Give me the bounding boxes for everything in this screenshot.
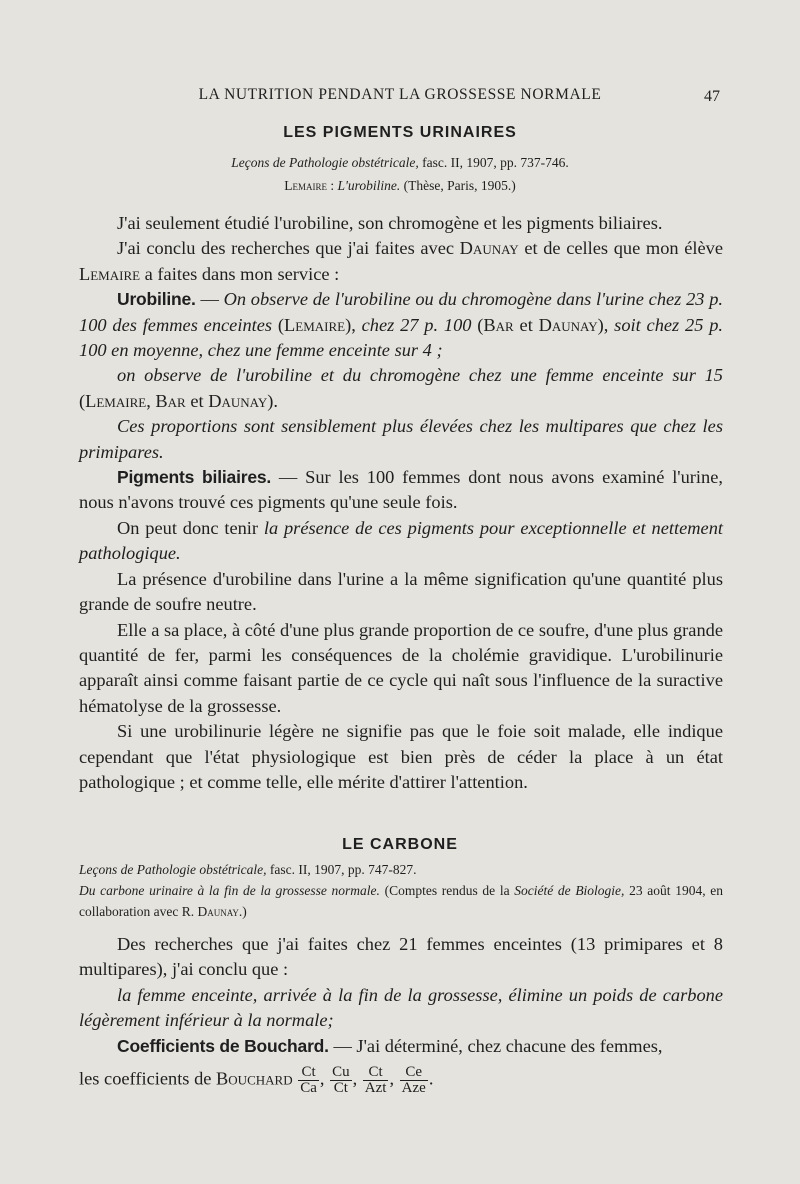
text: ), bbox=[345, 314, 362, 335]
italic-text: on observe de l'urobiline et du chromogène chez une femme enceinte sur 15 bbox=[117, 365, 723, 386]
paragraph: Ces proportions sont sensiblement plus élevées chez les multipares que chez les primipares. bbox=[79, 416, 723, 462]
fraction-denominator: Ca bbox=[300, 1080, 317, 1097]
author-name: Daunay bbox=[538, 314, 598, 335]
paragraph-urobiline bbox=[79, 287, 723, 363]
reference-journal: Société de Biologie, bbox=[514, 883, 625, 898]
fraction-numerator: Ct bbox=[363, 1065, 389, 1081]
reference-details: fasc. II, 1907, pp. 747-827. bbox=[266, 862, 417, 877]
author-name: Lemaire bbox=[284, 314, 346, 335]
reference-details: .) bbox=[238, 904, 247, 919]
author-name: Lemaire bbox=[85, 390, 147, 411]
reference-author: Lemaire bbox=[284, 178, 327, 193]
reference-title: Leçons de Pathologie obstétricale, bbox=[231, 155, 419, 170]
section-title-carbone: LE CARBONE bbox=[342, 836, 458, 853]
reference-title: Du carbone urinaire à la fin de la grossesse normale. bbox=[79, 883, 380, 898]
paragraph bbox=[79, 236, 723, 287]
italic-text: soit chez 25 p. 100 en moyenne, chez une femme enceinte sur 4 ; bbox=[79, 314, 724, 361]
author-name: Bar bbox=[155, 390, 186, 411]
fraction-ct-azt bbox=[363, 1065, 389, 1096]
reference-title: Leçons de Pathologie obstétricale, bbox=[79, 862, 267, 877]
paragraph-pigments-biliaires bbox=[79, 465, 723, 516]
text: et bbox=[513, 314, 539, 335]
paragraph-formula: les coefficients de Bouchard $\frac{Ct}{Ca}$ , $\frac{Cu}{Ct}$ , $\frac{Ct}{\text{Azt}}$ , $\frac{Ce}{\text{Aze}}$ . bbox=[79, 1064, 434, 1097]
fraction-denominator: Azt bbox=[364, 1080, 387, 1097]
fraction-ce-aze bbox=[400, 1065, 428, 1096]
section1-body bbox=[79, 211, 723, 795]
fraction-cu-ct bbox=[330, 1065, 352, 1096]
text: — bbox=[195, 289, 224, 310]
text: et de celles que mon élève bbox=[518, 238, 723, 259]
page-number: 47 bbox=[704, 88, 720, 105]
paragraph-lead: Urobiline. bbox=[117, 289, 196, 310]
text: — J'ai déterminé, chez chacune des femmes, bbox=[328, 1035, 663, 1056]
text: ( bbox=[79, 390, 86, 411]
section-title-pigments: LES PIGMENTS URINAIRES bbox=[283, 124, 517, 141]
author-name: Daunay bbox=[208, 390, 268, 411]
author-name: Lemaire bbox=[79, 263, 141, 284]
reference-details: 23 août 1904, en collaboration avec R. bbox=[79, 883, 723, 919]
reference-title: L'urobiline. bbox=[337, 178, 401, 193]
reference-lecons-1 bbox=[0, 155, 800, 171]
paragraph bbox=[79, 516, 723, 567]
reference-details: (Comptes rendus de la bbox=[379, 883, 515, 898]
running-head: LA NUTRITION PENDANT LA GROSSESSE NORMALE bbox=[198, 86, 602, 103]
text: ), bbox=[597, 314, 615, 335]
paragraph: Elle a sa place, à côté d'une plus grande proportion de ce soufre, d'une plus grande quantité de fer, parmi les conséquences de la cholémie gravidique. L'urobilinurie apparaît ainsi comme faisant partie de ce cycle qui naît sous l'influence de la suractive hématolyse de la grossesse. bbox=[79, 619, 723, 716]
author-name: Daunay bbox=[459, 238, 519, 259]
author-name: Bar bbox=[483, 314, 514, 335]
reference-details: fasc. II, 1907, pp. 737-746. bbox=[418, 155, 569, 170]
fraction-ct-ca bbox=[298, 1065, 319, 1096]
italic-text: la présence de ces pigments pour exceptionnelle et nettement pathologique. bbox=[79, 517, 723, 564]
text: J'ai conclu des recherches que j'ai faites avec bbox=[117, 238, 460, 259]
reference-lecons-2 bbox=[79, 859, 723, 880]
paragraph: J'ai seulement étudié l'urobiline, son chromogène et les pigments biliaires. bbox=[117, 213, 663, 233]
fraction-denominator: Aze bbox=[401, 1080, 426, 1097]
text: , bbox=[146, 390, 156, 411]
paragraph: la femme enceinte, arrivée à la fin de la grossesse, élimine un poids de carbone légèrement inférieur à la normale; bbox=[79, 984, 723, 1031]
text: — Sur les 100 femmes dont nous avons examiné l'urine, nous n'avons trouvé ces pigments qu'une seule fois. bbox=[79, 467, 723, 513]
paragraph-coefficients bbox=[79, 1034, 723, 1059]
text: ( bbox=[272, 314, 285, 335]
text: ). bbox=[267, 390, 278, 411]
text: ( bbox=[471, 314, 484, 335]
italic-text: chez 27 p. 100 bbox=[361, 314, 472, 335]
paragraph: La présence d'urobiline dans l'urine a la même signification qu'une quantité plus grande de soufre neutre. bbox=[79, 568, 723, 615]
reference-lemaire bbox=[0, 178, 800, 194]
text: et bbox=[185, 390, 209, 411]
reference-carbone-urinaire bbox=[79, 880, 723, 922]
author-name: Bouchard bbox=[216, 1068, 293, 1089]
fraction-numerator: Ct bbox=[298, 1065, 319, 1081]
paragraph: Des recherches que j'ai faites chez 21 femmes enceintes (13 primipares et 8 multipares), j'ai conclu que : bbox=[79, 934, 723, 980]
fraction-numerator: Cu bbox=[332, 1064, 350, 1081]
paragraph-lead: Coefficients de Bouchard. bbox=[117, 1035, 329, 1056]
fraction-denominator: Ct bbox=[333, 1080, 348, 1097]
section2-body bbox=[79, 859, 723, 1096]
text: les coefficients de bbox=[79, 1068, 217, 1089]
italic-text: On observe de l'urobiline ou du chromogène dans l'urine chez 23 p. 100 des femmes enceintes bbox=[79, 289, 723, 335]
text: On peut donc tenir bbox=[117, 517, 264, 538]
paragraph-lead: Pigments biliaires. bbox=[117, 467, 272, 488]
paragraph bbox=[79, 363, 723, 414]
author-name: Daunay bbox=[197, 904, 239, 919]
reference-details: (Thèse, Paris, 1905.) bbox=[400, 178, 516, 193]
fraction-numerator: Ce bbox=[400, 1065, 428, 1081]
paragraph: Si une urobilinurie légère ne signifie pas que le foie soit malade, elle indique cependant que l'état physiologique est bien près de céder la place à un état pathologique ; et comme telle, elle mérite d'attirer l'attention. bbox=[79, 721, 723, 792]
reference-separator: : bbox=[326, 178, 338, 193]
text: a faites dans mon service : bbox=[140, 263, 340, 284]
